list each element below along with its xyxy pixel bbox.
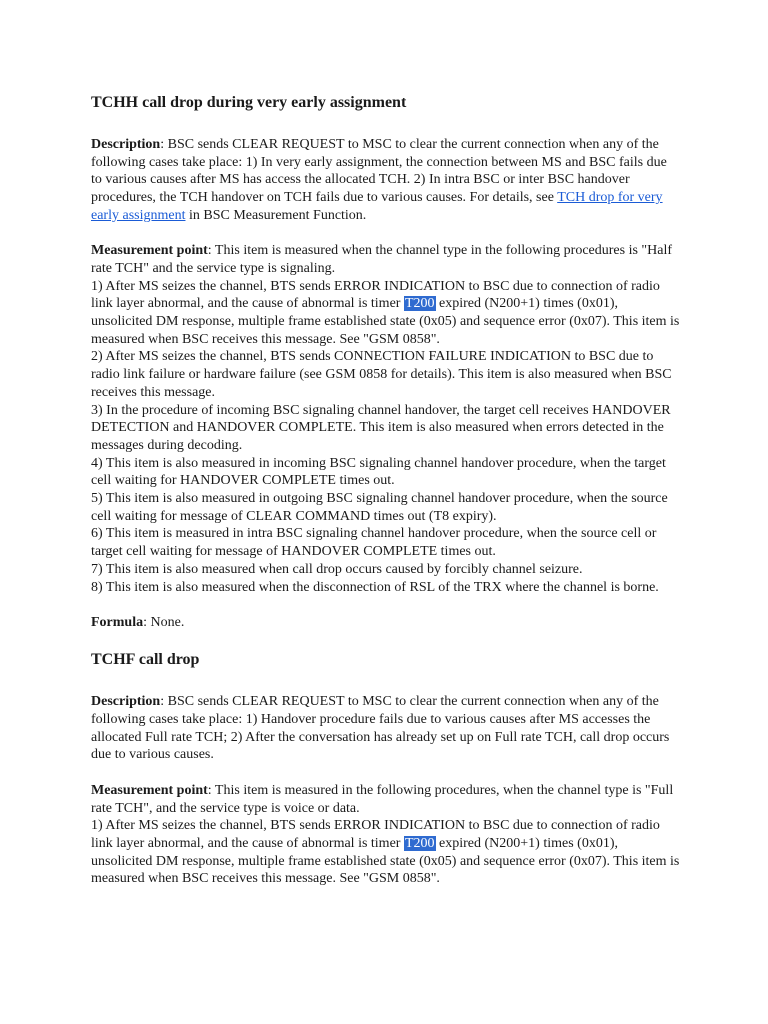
tchh-measurement-item-5: 5) This item is also measured in outgoing BSC signaling channel handover procedure, when the source cell waiting for message of CLEAR COMMAND times out (T8 expiry). — [91, 491, 668, 524]
measurement-intro-text: : This item is measured when the channel type in the following procedures is "Half rate TCH" and the service type is signaling. — [91, 243, 673, 276]
section-title-tchf: TCHF call drop — [91, 651, 200, 669]
description-text: : BSC sends CLEAR REQUEST to MSC to clear the current connection when any of the following cases take place: 1) In very early assignment, the connection between MS and BSC fails due to various causes after MS has access the allocated TCH. 2) In intra BSC or inter BSC handover procedures, the TCH handover on TCH fails due to various causes. For details, see — [91, 137, 667, 206]
formula-text: : None. — [143, 614, 185, 630]
tchh-measurement-item-3: 3) In the procedure of incoming BSC signaling channel handover, the target cell receives HANDOVER DETECTION and HANDOVER COMPLETE. This item is also measured when errors detected in the messages during decoding. — [91, 402, 671, 453]
tchh-measurement-item-8: 8) This item is also measured when the disconnection of RSL of the TRX where the channel is borne. — [91, 579, 659, 595]
tchh-measurement-intro — [91, 242, 681, 277]
description-label: Description — [91, 137, 161, 152]
description-text-end: in BSC Measurement Function. — [185, 207, 367, 223]
document-page — [91, 92, 681, 888]
search-highlight: T200 — [404, 296, 435, 312]
description-text: : BSC sends CLEAR REQUEST to MSC to clear the current connection when any of the following cases take place: 1) Handover procedure fails due to various causes after MS accesses the allocated Full rate TCH; 2) After the conversation has already set up on Full rate TCH, call drop occurs due to various causes. — [91, 694, 670, 763]
tchh-formula — [91, 614, 681, 632]
tchh-measurement-item-7: 7) This item is also measured when call drop occurs caused by forcibly channel seizure. — [91, 561, 583, 577]
tchh-measurement-item-2: 2) After MS seizes the channel, BTS sends CONNECTION FAILURE INDICATION to BSC due to radio link failure or hardware failure (see GSM 0858 for details). This item is also measured when BSC receives this message. — [91, 349, 672, 400]
search-highlight: T200 — [404, 835, 435, 851]
tchh-measurement-item-6: 6) This item is measured in intra BSC signaling channel handover procedure, when the source cell or target cell waiting for message of HANDOVER COMPLETE times out. — [91, 526, 657, 560]
tchh-measurement-item-4: 4) This item is also measured in incoming BSC signaling channel handover procedure, when the target cell waiting for HANDOVER COMPLETE times out. — [91, 455, 666, 489]
section-title-tchh: TCHH call drop during very early assignment — [91, 94, 407, 111]
formula-label: Formula — [91, 614, 144, 630]
measurement-label: Measurement point — [91, 782, 208, 798]
tch-drop-link[interactable]: TCH drop for very early assignment — [91, 190, 663, 223]
tchf-measurement-item-1: 1) After MS seizes the channel, BTS sends ERROR INDICATION to BSC due to connection of radio link layer abnormal, and the cause of abnormal is timer T200 expired (N200+1) times (0x01), unsolicited DM response, multiple frame established state (0x05) and sequence error (0x07). This item is measured when BSC receives this message. See "GSM 0858". — [91, 818, 680, 887]
measurement-label: Measurement point — [91, 243, 208, 259]
tchf-description — [91, 693, 681, 764]
tchf-measurement-intro — [91, 782, 681, 817]
tchh-description — [91, 136, 681, 225]
measurement-intro-text: : This item is measured in the following procedures, when the channel type is "Full rate TCH", and the service type is voice or data. — [91, 782, 674, 816]
description-label: Description — [91, 694, 161, 710]
tchh-measurement-item-1: 1) After MS seizes the channel, BTS sends ERROR INDICATION to BSC due to connection of radio link layer abnormal, and the cause of abnormal is timer T200 expired (N200+1) times (0x01), unsolicited DM response, multiple frame established state (0x05) and sequence error (0x07). This item is measured when BSC receives this message. See "GSM 0858". — [91, 278, 680, 347]
